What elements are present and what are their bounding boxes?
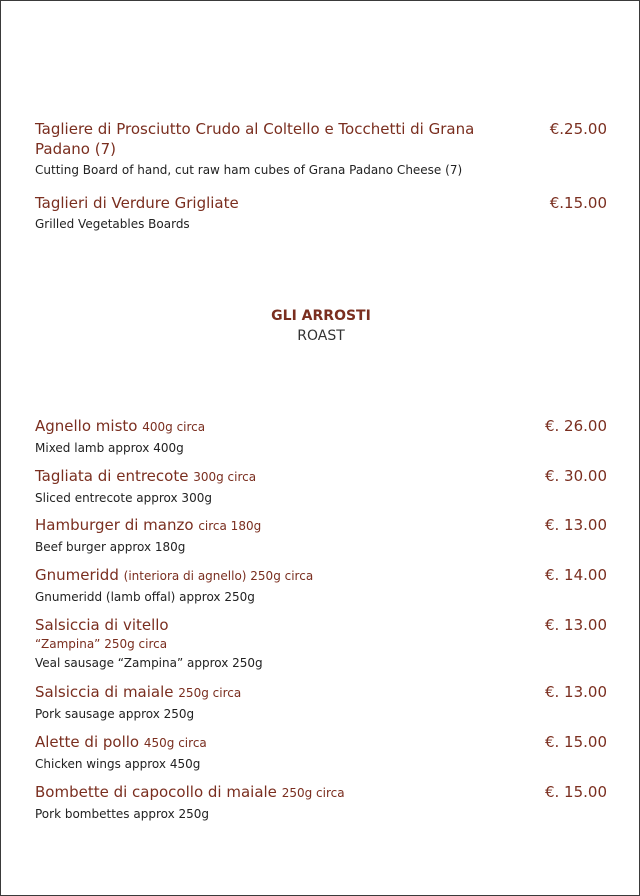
menu-item-hamburger bbox=[35, 515, 607, 556]
item-name: Agnello misto bbox=[35, 417, 138, 435]
item-price: €. 15.00 bbox=[544, 783, 607, 801]
item-note: 250g circa bbox=[281, 786, 345, 800]
item-name: Gnumeridd bbox=[35, 566, 119, 584]
item-description: Grilled Vegetables Boards bbox=[35, 217, 190, 231]
menu-item-tagliata bbox=[35, 466, 607, 507]
menu-item-alette-pollo bbox=[35, 732, 607, 773]
item-description: Pork sausage approx 250g bbox=[35, 707, 195, 721]
menu-item-salsiccia-maiale bbox=[35, 682, 607, 723]
item-note: “Zampina” 250g circa bbox=[35, 637, 168, 651]
menu-item-salsiccia-vitello bbox=[35, 615, 607, 672]
item-description: Cutting Board of hand, cut raw ham cubes of Grana Padano Cheese (7) bbox=[35, 163, 463, 177]
item-note: 300g circa bbox=[193, 470, 257, 484]
item-description: Mixed lamb approx 400g bbox=[35, 441, 184, 455]
menu-item-gnumeridd bbox=[35, 565, 607, 606]
item-description: Sliced entrecote approx 300g bbox=[35, 491, 212, 505]
item-name: Salsiccia di vitello bbox=[35, 616, 169, 634]
menu-item-agnello bbox=[35, 416, 607, 457]
menu-item-bombette bbox=[35, 782, 607, 823]
item-note: (interiora di agnello) 250g circa bbox=[123, 569, 314, 583]
item-name: Alette di pollo bbox=[35, 733, 140, 751]
item-description: Gnumeridd (lamb offal) approx 250g bbox=[35, 590, 255, 604]
item-price: €.15.00 bbox=[549, 194, 607, 212]
menu-item-prosciutto-board bbox=[35, 119, 607, 179]
item-description: Pork bombettes approx 250g bbox=[35, 807, 210, 821]
section-subtitle: ROAST bbox=[297, 328, 345, 344]
item-name: Bombette di capocollo di maiale bbox=[35, 783, 277, 801]
item-note: 250g circa bbox=[178, 686, 242, 700]
item-description: Chicken wings approx 450g bbox=[35, 757, 201, 771]
item-price: €.25.00 bbox=[549, 120, 607, 138]
item-note: 400g circa bbox=[142, 420, 206, 434]
item-price: €. 30.00 bbox=[544, 467, 607, 485]
item-price: €. 13.00 bbox=[544, 516, 607, 534]
menu-item-vegetable-board bbox=[35, 193, 607, 233]
item-name: Taglieri di Verdure Grigliate bbox=[35, 194, 239, 212]
item-description: Beef burger approx 180g bbox=[35, 540, 186, 554]
item-name: Tagliata di entrecote bbox=[35, 467, 189, 485]
item-note: circa 180g bbox=[198, 519, 262, 533]
item-price: €. 15.00 bbox=[544, 733, 607, 751]
section-heading bbox=[1, 306, 640, 346]
item-price: €. 13.00 bbox=[544, 683, 607, 701]
item-name: Tagliere di Prosciutto Crudo al Coltello e Tocchetti di Grana Padano (7) bbox=[35, 120, 475, 158]
item-name: Hamburger di manzo bbox=[35, 516, 194, 534]
item-name: Salsiccia di maiale bbox=[35, 683, 174, 701]
item-price: €. 26.00 bbox=[544, 417, 607, 435]
item-price: €. 14.00 bbox=[544, 566, 607, 584]
item-description: Veal sausage “Zampina” approx 250g bbox=[35, 656, 263, 670]
section-title: GLI ARROSTI bbox=[271, 308, 371, 324]
item-note: 450g circa bbox=[143, 736, 207, 750]
item-price: €. 13.00 bbox=[544, 616, 607, 634]
